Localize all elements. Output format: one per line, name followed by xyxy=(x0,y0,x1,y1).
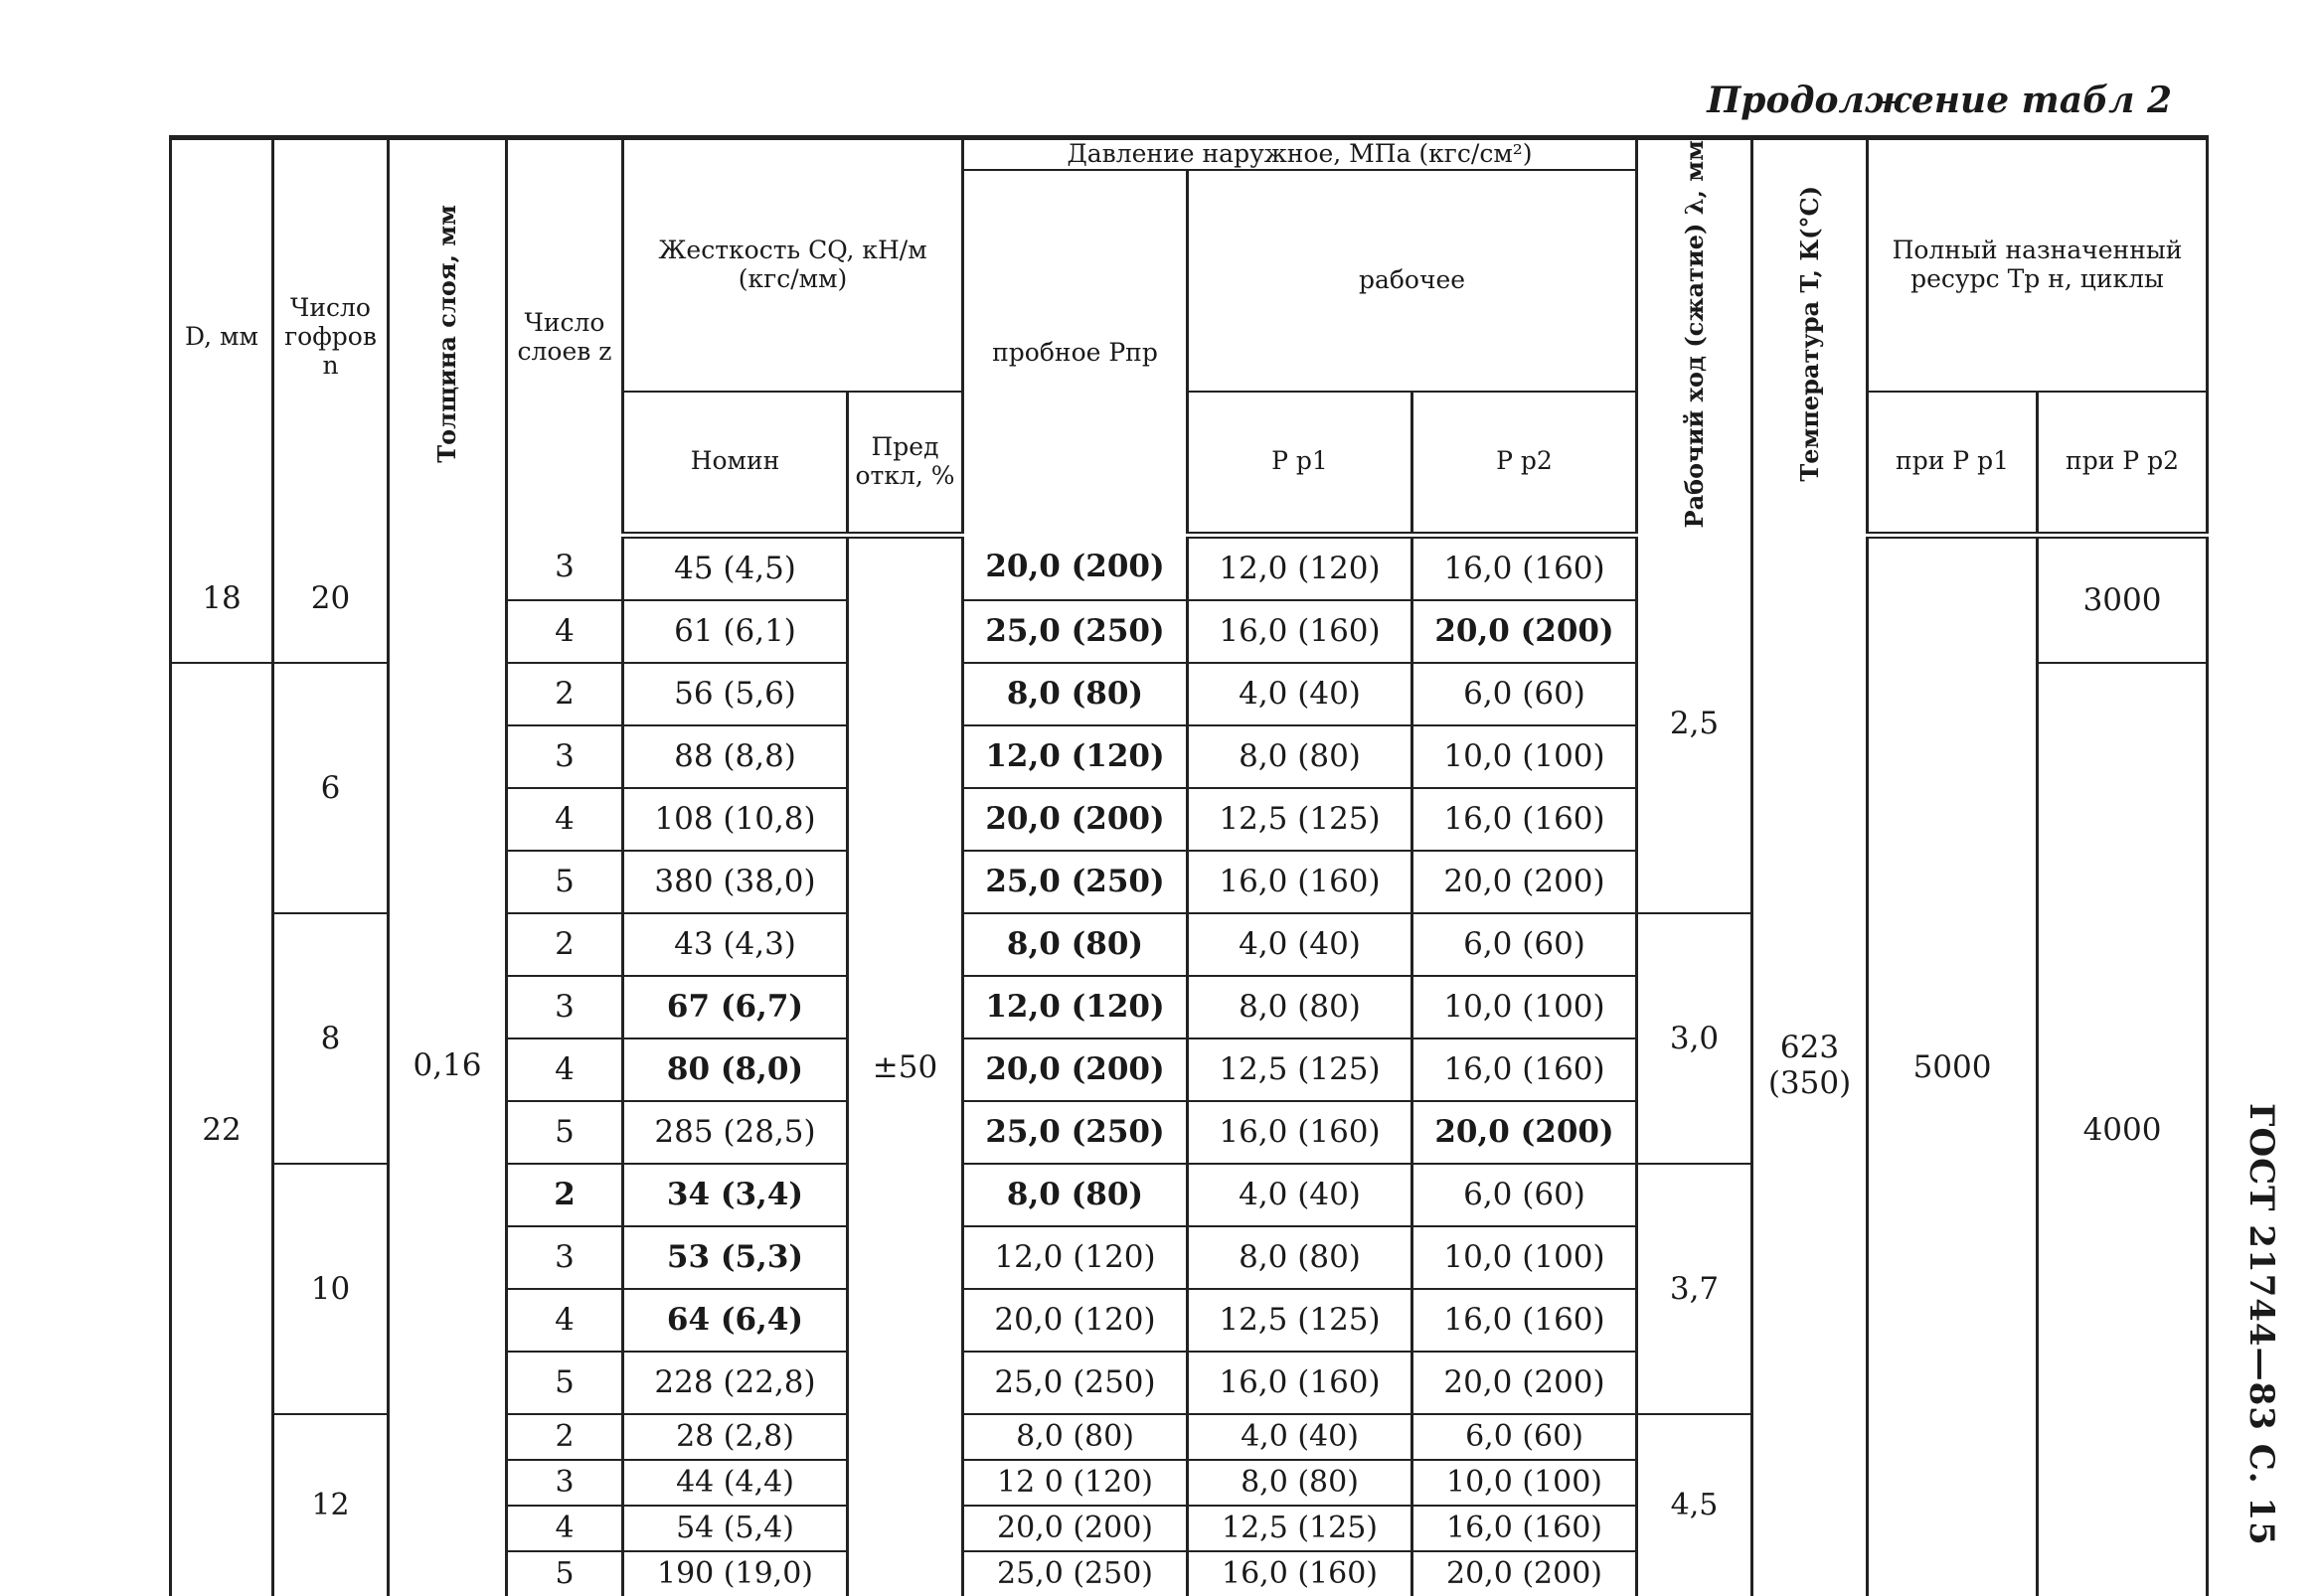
p2-cell: 16,0 (160) xyxy=(1412,1506,1637,1551)
nominal-cell: 108 (10,8) xyxy=(623,788,848,851)
z-cell: 5 xyxy=(507,1551,623,1596)
z-cell: 2 xyxy=(507,913,623,976)
stroke-value: 3,7 xyxy=(1637,1164,1752,1414)
p2-cell: 20,0 (200) xyxy=(1412,600,1637,663)
z-cell: 2 xyxy=(507,1414,623,1460)
nominal-cell: 44 (4,4) xyxy=(623,1460,848,1506)
stroke-value: 3,0 xyxy=(1637,913,1752,1164)
test-cell: 8,0 (80) xyxy=(963,913,1188,976)
data-table xyxy=(169,135,2209,1596)
res-p2-value: 3000 xyxy=(2038,535,2208,663)
p2-cell: 16,0 (160) xyxy=(1412,788,1637,851)
p1-cell: 16,0 (160) xyxy=(1188,600,1412,663)
test-cell: 12,0 (120) xyxy=(963,1226,1188,1289)
d-value: 18 xyxy=(171,535,273,663)
header-tolerance: Пред откл, % xyxy=(848,392,963,536)
nominal-cell: 67 (6,7) xyxy=(623,976,848,1038)
z-cell: 5 xyxy=(507,1101,623,1164)
table-caption: Продолжение табл 2 xyxy=(1707,80,2172,121)
p1-cell: 4,0 (40) xyxy=(1188,1414,1412,1460)
header-p2: P р2 xyxy=(1412,392,1637,536)
p1-cell: 8,0 (80) xyxy=(1188,1460,1412,1506)
header-working: рабочее xyxy=(1188,170,1637,392)
p2-cell: 20,0 (200) xyxy=(1412,1551,1637,1596)
p1-cell: 16,0 (160) xyxy=(1188,1352,1412,1414)
thickness-value: 0,16 xyxy=(389,535,507,1596)
n-value: 10 xyxy=(273,1164,389,1414)
z-cell: 3 xyxy=(507,1226,623,1289)
p2-cell: 6,0 (60) xyxy=(1412,1414,1637,1460)
z-cell: 4 xyxy=(507,600,623,663)
p1-cell: 12,0 (120) xyxy=(1188,535,1412,600)
test-cell: 8,0 (80) xyxy=(963,663,1188,725)
header-pressure: Давление наружное, МПа (кгс/см²) xyxy=(963,138,1637,170)
header-resource: Полный назначенный ресурс Tр н, циклы xyxy=(1868,138,2208,392)
z-cell: 5 xyxy=(507,851,623,913)
header-z: Число слоев z xyxy=(507,138,623,536)
p2-cell: 6,0 (60) xyxy=(1412,1164,1637,1226)
test-cell: 8,0 (80) xyxy=(963,1164,1188,1226)
p2-cell: 10,0 (100) xyxy=(1412,976,1637,1038)
z-cell: 3 xyxy=(507,535,623,600)
header-p1: P р1 xyxy=(1188,392,1412,536)
stroke-value: 2,5 xyxy=(1637,535,1752,913)
p2-cell: 20,0 (200) xyxy=(1412,1101,1637,1164)
test-cell: 20,0 (200) xyxy=(963,1506,1188,1551)
tolerance-value: ±50 xyxy=(848,535,963,1596)
p1-cell: 16,0 (160) xyxy=(1188,851,1412,913)
nominal-cell: 45 (4,5) xyxy=(623,535,848,600)
p2-cell: 20,0 (200) xyxy=(1412,1352,1637,1414)
header-nominal: Номин xyxy=(623,392,848,536)
test-cell: 25,0 (250) xyxy=(963,851,1188,913)
test-cell: 20,0 (120) xyxy=(963,1289,1188,1352)
res-p2-value: 4000 xyxy=(2038,663,2208,1596)
z-cell: 3 xyxy=(507,976,623,1038)
z-cell: 4 xyxy=(507,1289,623,1352)
p2-cell: 16,0 (160) xyxy=(1412,1289,1637,1352)
test-cell: 25,0 (250) xyxy=(963,1101,1188,1164)
p1-cell: 16,0 (160) xyxy=(1188,1101,1412,1164)
p1-cell: 4,0 (40) xyxy=(1188,913,1412,976)
nominal-cell: 53 (5,3) xyxy=(623,1226,848,1289)
nominal-cell: 64 (6,4) xyxy=(623,1289,848,1352)
test-cell: 8,0 (80) xyxy=(963,1414,1188,1460)
z-cell: 2 xyxy=(507,1164,623,1226)
header-test: пробное Pпр xyxy=(963,170,1188,535)
test-cell: 12 0 (120) xyxy=(963,1460,1188,1506)
p1-cell: 12,5 (125) xyxy=(1188,788,1412,851)
test-cell: 20,0 (200) xyxy=(963,1038,1188,1101)
temp-value: 623 (350) xyxy=(1752,535,1868,1596)
p2-cell: 10,0 (100) xyxy=(1412,1226,1637,1289)
p1-cell: 12,5 (125) xyxy=(1188,1038,1412,1101)
test-cell: 25,0 (250) xyxy=(963,1551,1188,1596)
nominal-cell: 56 (5,6) xyxy=(623,663,848,725)
p1-cell: 4,0 (40) xyxy=(1188,1164,1412,1226)
res-p1-value: 5000 xyxy=(1868,535,2038,1596)
p2-cell: 10,0 (100) xyxy=(1412,725,1637,788)
p1-cell: 8,0 (80) xyxy=(1188,1226,1412,1289)
test-cell: 20,0 (200) xyxy=(963,788,1188,851)
p2-cell: 16,0 (160) xyxy=(1412,535,1637,600)
page-footer-label: ГОСТ 21744—83 С. 15 xyxy=(2241,1103,2281,1546)
nominal-cell: 28 (2,8) xyxy=(623,1414,848,1460)
test-cell: 25,0 (250) xyxy=(963,1352,1188,1414)
p1-cell: 8,0 (80) xyxy=(1188,725,1412,788)
z-cell: 4 xyxy=(507,788,623,851)
header-res-p2: при P р2 xyxy=(2038,392,2208,536)
nominal-cell: 80 (8,0) xyxy=(623,1038,848,1101)
n-value: 8 xyxy=(273,913,389,1164)
header-n: Число гофров n xyxy=(273,138,389,536)
nominal-cell: 43 (4,3) xyxy=(623,913,848,976)
header-d: D, мм xyxy=(171,138,273,536)
nominal-cell: 34 (3,4) xyxy=(623,1164,848,1226)
p2-cell: 20,0 (200) xyxy=(1412,851,1637,913)
z-cell: 4 xyxy=(507,1506,623,1551)
d-value: 22 xyxy=(171,663,273,1596)
test-cell: 12,0 (120) xyxy=(963,976,1188,1038)
z-cell: 4 xyxy=(507,1038,623,1101)
z-cell: 3 xyxy=(507,1460,623,1506)
nominal-cell: 380 (38,0) xyxy=(623,851,848,913)
nominal-cell: 228 (22,8) xyxy=(623,1352,848,1414)
p1-cell: 8,0 (80) xyxy=(1188,976,1412,1038)
nominal-cell: 61 (6,1) xyxy=(623,600,848,663)
z-cell: 5 xyxy=(507,1352,623,1414)
p1-cell: 4,0 (40) xyxy=(1188,663,1412,725)
nominal-cell: 190 (19,0) xyxy=(623,1551,848,1596)
header-stroke: Рабочий ход (сжатие) λ, мм xyxy=(1637,138,1752,536)
nominal-cell: 54 (5,4) xyxy=(623,1506,848,1551)
table-row xyxy=(171,535,2208,600)
test-cell: 25,0 (250) xyxy=(963,600,1188,663)
test-cell: 12,0 (120) xyxy=(963,725,1188,788)
nominal-cell: 88 (8,8) xyxy=(623,725,848,788)
p1-cell: 12,5 (125) xyxy=(1188,1506,1412,1551)
header-stiffness: Жесткость CQ, кН/м (кгс/мм) xyxy=(623,138,963,392)
test-cell: 20,0 (200) xyxy=(963,535,1188,600)
p2-cell: 10,0 (100) xyxy=(1412,1460,1637,1506)
header-res-p1: при P р1 xyxy=(1868,392,2038,536)
p1-cell: 12,5 (125) xyxy=(1188,1289,1412,1352)
n-value: 20 xyxy=(273,535,389,663)
z-cell: 3 xyxy=(507,725,623,788)
p1-cell: 16,0 (160) xyxy=(1188,1551,1412,1596)
p2-cell: 16,0 (160) xyxy=(1412,1038,1637,1101)
n-value: 6 xyxy=(273,663,389,913)
stroke-value: 4,5 xyxy=(1637,1414,1752,1596)
p2-cell: 6,0 (60) xyxy=(1412,663,1637,725)
p2-cell: 6,0 (60) xyxy=(1412,913,1637,976)
header-temp: Температура T, К(°С) xyxy=(1752,138,1868,536)
z-cell: 2 xyxy=(507,663,623,725)
nominal-cell: 285 (28,5) xyxy=(623,1101,848,1164)
header-thickness: Толщина слоя, мм xyxy=(389,138,507,536)
n-value: 12 xyxy=(273,1414,389,1596)
